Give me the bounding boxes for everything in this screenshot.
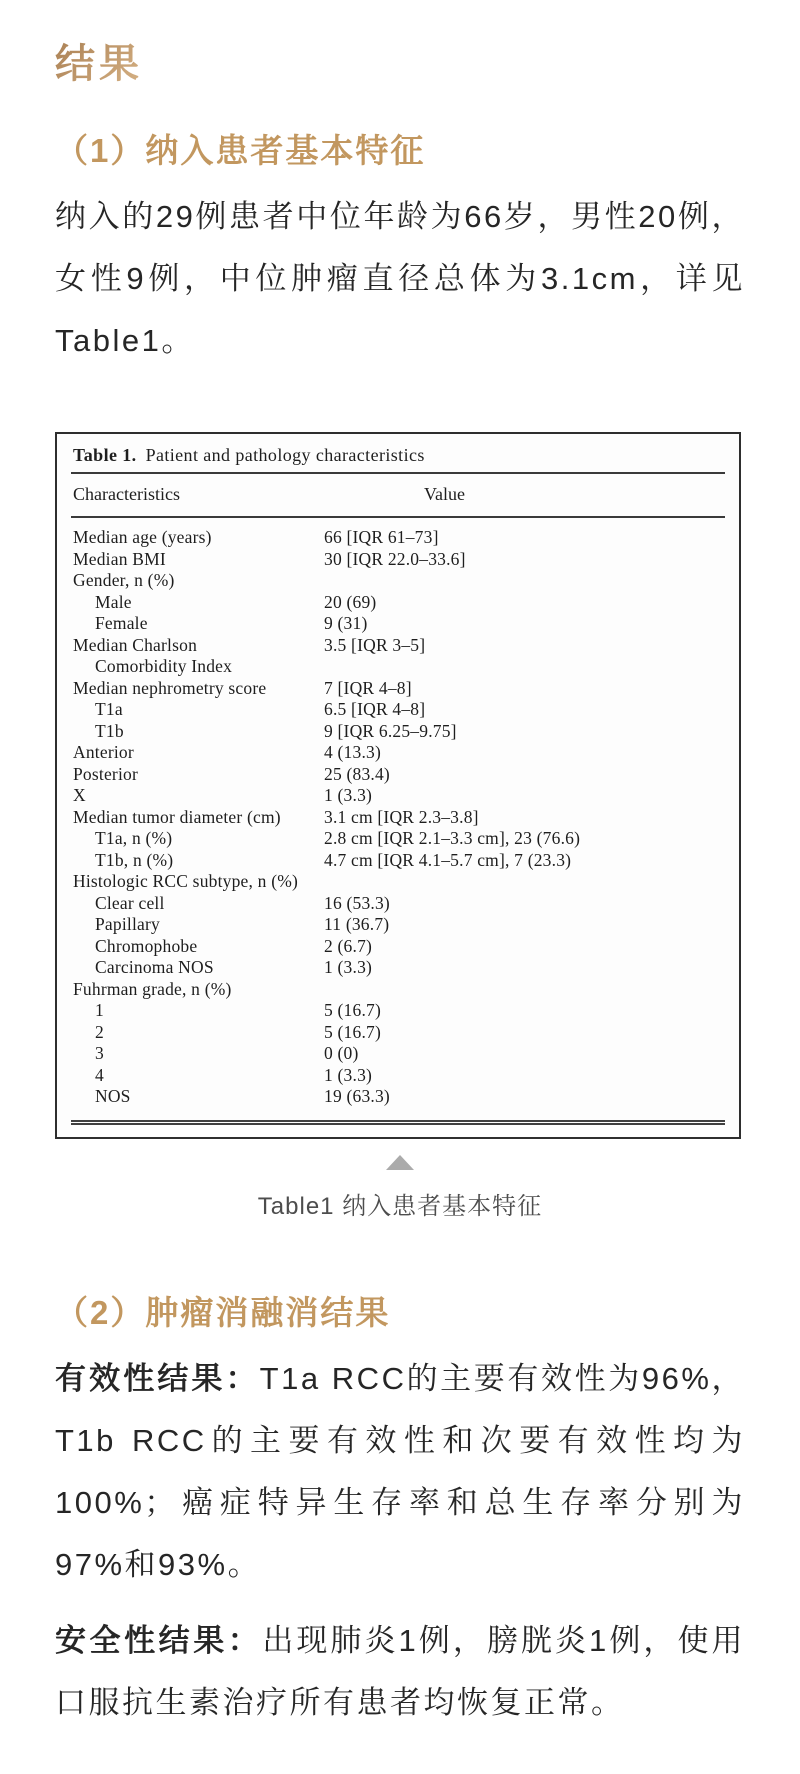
row-value: 30 [IQR 22.0–33.6] [324,548,466,569]
row-label: Carcinoma NOS [95,957,214,977]
table-figure [55,432,741,1139]
row-value: 66 [IQR 61–73] [324,527,439,547]
table-row [71,613,725,635]
row-label: Comorbidity Index [95,656,233,676]
row-value: 11 (36.7) [324,914,390,934]
row-value: 2 (6.7) [324,935,373,956]
row-value: 4.7 cm [IQR 4.1–5.7 cm], 7 (23.3) [324,849,572,870]
row-value: 4 (13.3) [324,742,382,762]
table-row [71,742,725,764]
table-row [71,699,725,721]
row-value: 3.5 [IQR 3–5] [324,634,426,655]
row-label: Median age (years) [73,527,212,547]
table-row [71,785,725,807]
row-value: 0 (0) [324,1043,359,1063]
row-value: 2.8 cm [IQR 2.1–3.3 cm], 23 (76.6) [324,828,581,848]
row-label: Male [95,591,132,612]
section-1-heading: （1）纳入患者基本特征 [55,132,426,169]
table-title-text: Patient and pathology characteristics [145,445,425,465]
row-label: Median BMI [73,548,166,569]
table-row [71,635,725,657]
section-1-body: 纳入的29例患者中位年龄为66岁，男性20例，女性9例，中位肿瘤直径总体为3.1cm，详见Table1。 [55,199,745,358]
row-value: 1 (3.3) [324,785,373,805]
table-title [71,442,725,474]
table-row [71,570,725,592]
row-value: 5 (16.7) [324,1000,382,1020]
row-label: Chromophobe [95,935,198,956]
table-row [71,850,725,872]
row-value: 6.5 [IQR 4–8] [324,699,426,719]
table-row [71,1086,725,1122]
table-row [71,517,725,549]
section-2-heading: （2）肿瘤消融消结果 [55,1293,391,1331]
row-value: 3.1 cm [IQR 2.3–3.8] [324,806,479,827]
row-value [324,871,725,893]
table-row [71,807,725,829]
row-label: Anterior [73,742,134,762]
row-label: Female [95,613,148,633]
table-row [71,764,725,786]
row-label: T1a [95,699,123,719]
row-value: 25 (83.4) [324,763,390,784]
row-label: Median nephrometry score [73,677,267,698]
row-value [324,570,725,592]
row-value: 7 [IQR 4–8] [324,677,412,698]
row-label: Papillary [95,914,160,934]
safety-text: 出现肺炎1例，膀胱炎1例，使用口服抗生素治疗所有患者均恢复正常。 [55,1622,746,1720]
row-label: Posterior [73,763,138,784]
column-header-characteristics: Characteristics [71,474,324,517]
table-row [71,656,725,678]
row-label: T1b, n (%) [95,849,174,870]
row-value: 20 (69) [324,591,377,612]
table-body [71,517,725,1122]
table-row [71,936,725,958]
row-label: T1b [95,720,124,741]
safety-paragraph [55,1610,745,1734]
page-title: 结果 [55,32,143,89]
table-row [71,979,725,1001]
row-label: 3 [95,1043,104,1063]
row-value: 16 (53.3) [324,892,390,913]
efficacy-label: 有效性结果： [55,1360,260,1396]
efficacy-text: T1a RCC的主要有效性为96%，T1b RCC的主要有效性和次要有效性均为100%；癌症特异生存率和总生存率分别为97%和93%。 [55,1360,745,1582]
table-row [71,721,725,743]
table-title-label: Table 1. [73,445,137,465]
row-label: T1a, n (%) [95,828,173,848]
row-label: 1 [95,1000,104,1020]
table-row [71,828,725,850]
column-header-value: Value [324,474,725,517]
row-label: 4 [95,1064,104,1085]
safety-label: 安全性结果： [55,1622,263,1658]
efficacy-paragraph [55,1348,745,1596]
row-value: 1 (3.3) [324,957,373,977]
row-label: 2 [95,1021,104,1042]
characteristics-table [71,474,725,1125]
table-row [71,1022,725,1044]
row-label: Gender, n (%) [73,570,175,590]
row-value [324,656,725,678]
table-row [71,871,725,893]
row-value: 1 (3.3) [324,1064,373,1085]
table-row [71,914,725,936]
row-label: X [73,785,86,805]
row-value [324,979,725,1001]
table-row [71,678,725,700]
table-row [71,549,725,571]
row-value: 9 (31) [324,613,368,633]
table-row [71,592,725,614]
row-value: 5 (16.7) [324,1021,382,1042]
row-value: 19 (63.3) [324,1086,390,1106]
table-row [71,1000,725,1022]
row-label: Clear cell [95,892,165,913]
table-row [71,1065,725,1087]
triangle-up-icon [386,1155,414,1170]
row-label: NOS [95,1086,131,1106]
row-label: Fuhrman grade, n (%) [73,978,232,999]
table-row [71,893,725,915]
table-row [71,957,725,979]
row-value: 9 [IQR 6.25–9.75] [324,720,457,741]
row-label: Median Charlson [73,634,198,655]
row-label: Histologic RCC subtype, n (%) [73,871,299,891]
row-label: Median tumor diameter (cm) [73,806,281,827]
table-row [71,1043,725,1065]
table-caption: Table1 纳入患者基本特征 [257,1192,543,1220]
